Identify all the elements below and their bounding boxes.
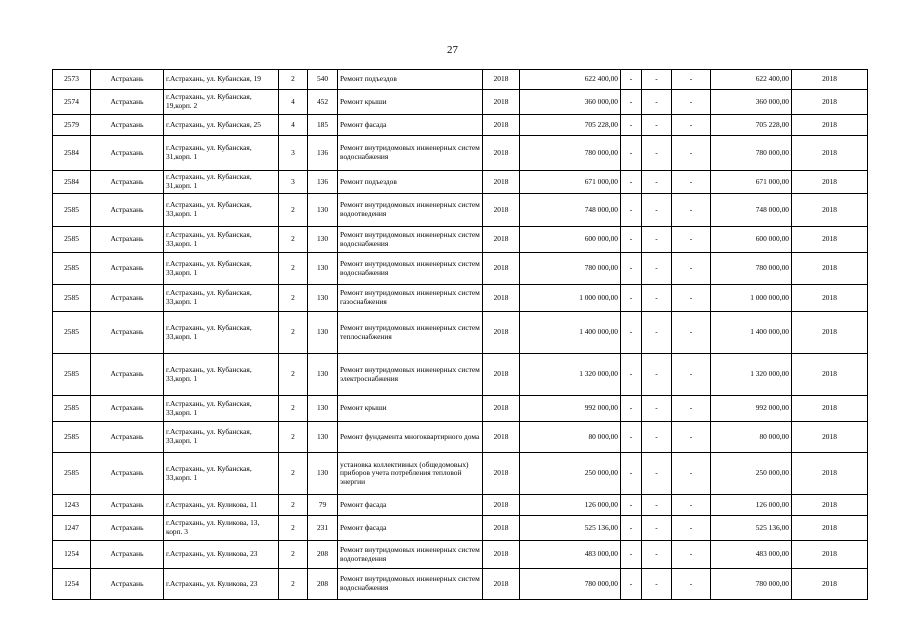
work-type-cell: установка коллективных (общедомовых) приборов учета потребления тепловой энергии bbox=[338, 453, 483, 495]
total-cost-cell: 1 320 000,00 bbox=[711, 354, 792, 396]
address-cell: г.Астрахань, ул. Кубанская, 33,корп. 1 bbox=[164, 453, 279, 495]
work-type-cell: Ремонт подъездов bbox=[338, 70, 483, 90]
year-cell: 2018 bbox=[483, 516, 520, 541]
completion-year-cell: 2018 bbox=[792, 422, 868, 453]
table-row bbox=[53, 541, 868, 569]
work-type-cell: Ремонт внутридомовых инженерных систем водоснабжения bbox=[338, 227, 483, 253]
work-type-cell: Ремонт внутридомовых инженерных систем теплоснабжения bbox=[338, 312, 483, 354]
area-cell: 79 bbox=[308, 495, 338, 516]
floors-cell: 2 bbox=[279, 541, 308, 569]
year-cell: 2018 bbox=[483, 453, 520, 495]
year-cell: 2018 bbox=[483, 569, 520, 600]
dash-cell-3: - bbox=[672, 541, 711, 569]
completion-year-cell: 2018 bbox=[792, 354, 868, 396]
dash-cell-2: - bbox=[642, 285, 672, 312]
address-cell: г.Астрахань, ул. Кубанская, 33,корп. 1 bbox=[164, 422, 279, 453]
total-cost-cell: 780 000,00 bbox=[711, 253, 792, 285]
completion-year-cell: 2018 bbox=[792, 312, 868, 354]
city-cell: Астрахань bbox=[91, 516, 164, 541]
table-row bbox=[53, 171, 868, 194]
cost-cell: 671 000,00 bbox=[520, 171, 621, 194]
row-id-cell: 1254 bbox=[53, 569, 91, 600]
dash-cell-2: - bbox=[642, 396, 672, 422]
dash-cell-1: - bbox=[621, 70, 642, 90]
total-cost-cell: 780 000,00 bbox=[711, 136, 792, 171]
address-cell: г.Астрахань, ул. Куликова, 23 bbox=[164, 569, 279, 600]
completion-year-cell: 2018 bbox=[792, 516, 868, 541]
dash-cell-1: - bbox=[621, 90, 642, 115]
table-row bbox=[53, 396, 868, 422]
work-type-cell: Ремонт внутридомовых инженерных систем водоснабжения bbox=[338, 136, 483, 171]
area-cell: 130 bbox=[308, 227, 338, 253]
dash-cell-1: - bbox=[621, 541, 642, 569]
address-cell: г.Астрахань, ул. Кубанская, 33,корп. 1 bbox=[164, 227, 279, 253]
completion-year-cell: 2018 bbox=[792, 285, 868, 312]
total-cost-cell: 992 000,00 bbox=[711, 396, 792, 422]
address-cell: г.Астрахань, ул. Кубанская, 33,корп. 1 bbox=[164, 285, 279, 312]
city-cell: Астрахань bbox=[91, 194, 164, 227]
city-cell: Астрахань bbox=[91, 453, 164, 495]
dash-cell-2: - bbox=[642, 115, 672, 136]
dash-cell-1: - bbox=[621, 453, 642, 495]
total-cost-cell: 671 000,00 bbox=[711, 171, 792, 194]
city-cell: Астрахань bbox=[91, 541, 164, 569]
dash-cell-2: - bbox=[642, 541, 672, 569]
table-row bbox=[53, 569, 868, 600]
address-cell: г.Астрахань, ул. Кубанская, 19 bbox=[164, 70, 279, 90]
year-cell: 2018 bbox=[483, 253, 520, 285]
dash-cell-1: - bbox=[621, 194, 642, 227]
dash-cell-2: - bbox=[642, 70, 672, 90]
dash-cell-3: - bbox=[672, 569, 711, 600]
total-cost-cell: 748 000,00 bbox=[711, 194, 792, 227]
total-cost-cell: 126 000,00 bbox=[711, 495, 792, 516]
area-cell: 130 bbox=[308, 285, 338, 312]
work-type-cell: Ремонт крыши bbox=[338, 90, 483, 115]
address-cell: г.Астрахань, ул. Кубанская, 33,корп. 1 bbox=[164, 396, 279, 422]
page-number: 27 bbox=[447, 44, 458, 56]
city-cell: Астрахань bbox=[91, 90, 164, 115]
dash-cell-2: - bbox=[642, 90, 672, 115]
work-type-cell: Ремонт крыши bbox=[338, 396, 483, 422]
address-cell: г.Астрахань, ул. Кубанская, 31,корп. 1 bbox=[164, 171, 279, 194]
dash-cell-3: - bbox=[672, 516, 711, 541]
year-cell: 2018 bbox=[483, 285, 520, 312]
row-id-cell: 2585 bbox=[53, 227, 91, 253]
table-row bbox=[53, 285, 868, 312]
row-id-cell: 2584 bbox=[53, 136, 91, 171]
dash-cell-3: - bbox=[672, 453, 711, 495]
year-cell: 2018 bbox=[483, 312, 520, 354]
dash-cell-3: - bbox=[672, 171, 711, 194]
completion-year-cell: 2018 bbox=[792, 90, 868, 115]
cost-cell: 1 400 000,00 bbox=[520, 312, 621, 354]
work-type-cell: Ремонт внутридомовых инженерных систем водоотведения bbox=[338, 541, 483, 569]
dash-cell-3: - bbox=[672, 354, 711, 396]
cost-cell: 992 000,00 bbox=[520, 396, 621, 422]
table-row bbox=[53, 136, 868, 171]
dash-cell-3: - bbox=[672, 495, 711, 516]
city-cell: Астрахань bbox=[91, 354, 164, 396]
row-id-cell: 2585 bbox=[53, 194, 91, 227]
work-type-cell: Ремонт фасада bbox=[338, 495, 483, 516]
floors-cell: 4 bbox=[279, 115, 308, 136]
work-type-cell: Ремонт подъездов bbox=[338, 171, 483, 194]
table-row bbox=[53, 90, 868, 115]
area-cell: 130 bbox=[308, 396, 338, 422]
dash-cell-3: - bbox=[672, 194, 711, 227]
table-row bbox=[53, 70, 868, 90]
completion-year-cell: 2018 bbox=[792, 541, 868, 569]
area-cell: 136 bbox=[308, 136, 338, 171]
cost-cell: 360 000,00 bbox=[520, 90, 621, 115]
floors-cell: 2 bbox=[279, 70, 308, 90]
dash-cell-2: - bbox=[642, 253, 672, 285]
address-cell: г.Астрахань, ул. Кубанская, 19,корп. 2 bbox=[164, 90, 279, 115]
floors-cell: 2 bbox=[279, 285, 308, 312]
year-cell: 2018 bbox=[483, 354, 520, 396]
dash-cell-1: - bbox=[621, 312, 642, 354]
year-cell: 2018 bbox=[483, 90, 520, 115]
dash-cell-3: - bbox=[672, 136, 711, 171]
total-cost-cell: 360 000,00 bbox=[711, 90, 792, 115]
area-cell: 185 bbox=[308, 115, 338, 136]
row-id-cell: 2584 bbox=[53, 171, 91, 194]
year-cell: 2018 bbox=[483, 171, 520, 194]
cost-cell: 80 000,00 bbox=[520, 422, 621, 453]
year-cell: 2018 bbox=[483, 495, 520, 516]
cost-cell: 525 136,00 bbox=[520, 516, 621, 541]
dash-cell-3: - bbox=[672, 115, 711, 136]
table-row bbox=[53, 516, 868, 541]
dash-cell-2: - bbox=[642, 171, 672, 194]
city-cell: Астрахань bbox=[91, 312, 164, 354]
address-cell: г.Астрахань, ул. Кубанская, 33,корп. 1 bbox=[164, 253, 279, 285]
floors-cell: 3 bbox=[279, 171, 308, 194]
table-row bbox=[53, 495, 868, 516]
cost-cell: 126 000,00 bbox=[520, 495, 621, 516]
area-cell: 130 bbox=[308, 253, 338, 285]
work-type-cell: Ремонт внутридомовых инженерных систем газоснабжения bbox=[338, 285, 483, 312]
address-cell: г.Астрахань, ул. Куликова, 13, корп. 3 bbox=[164, 516, 279, 541]
work-type-cell: Ремонт фундамента многоквартирного дома bbox=[338, 422, 483, 453]
dash-cell-1: - bbox=[621, 516, 642, 541]
floors-cell: 2 bbox=[279, 453, 308, 495]
address-cell: г.Астрахань, ул. Кубанская, 25 bbox=[164, 115, 279, 136]
floors-cell: 2 bbox=[279, 253, 308, 285]
row-id-cell: 2585 bbox=[53, 396, 91, 422]
address-cell: г.Астрахань, ул. Кубанская, 33,корп. 1 bbox=[164, 194, 279, 227]
cost-cell: 1 320 000,00 bbox=[520, 354, 621, 396]
year-cell: 2018 bbox=[483, 541, 520, 569]
dash-cell-2: - bbox=[642, 136, 672, 171]
completion-year-cell: 2018 bbox=[792, 136, 868, 171]
cost-cell: 780 000,00 bbox=[520, 253, 621, 285]
city-cell: Астрахань bbox=[91, 136, 164, 171]
area-cell: 208 bbox=[308, 541, 338, 569]
dash-cell-1: - bbox=[621, 285, 642, 312]
floors-cell: 2 bbox=[279, 569, 308, 600]
row-id-cell: 2585 bbox=[53, 285, 91, 312]
area-cell: 130 bbox=[308, 194, 338, 227]
area-cell: 208 bbox=[308, 569, 338, 600]
table-row bbox=[53, 354, 868, 396]
area-cell: 130 bbox=[308, 354, 338, 396]
dash-cell-3: - bbox=[672, 312, 711, 354]
floors-cell: 2 bbox=[279, 516, 308, 541]
dash-cell-1: - bbox=[621, 136, 642, 171]
floors-cell: 4 bbox=[279, 90, 308, 115]
completion-year-cell: 2018 bbox=[792, 115, 868, 136]
area-cell: 130 bbox=[308, 312, 338, 354]
city-cell: Астрахань bbox=[91, 171, 164, 194]
address-cell: г.Астрахань, ул. Куликова, 23 bbox=[164, 541, 279, 569]
city-cell: Астрахань bbox=[91, 285, 164, 312]
table-row bbox=[53, 253, 868, 285]
cost-cell: 1 000 000,00 bbox=[520, 285, 621, 312]
area-cell: 540 bbox=[308, 70, 338, 90]
completion-year-cell: 2018 bbox=[792, 495, 868, 516]
floors-cell: 2 bbox=[279, 495, 308, 516]
row-id-cell: 2585 bbox=[53, 422, 91, 453]
dash-cell-2: - bbox=[642, 516, 672, 541]
dash-cell-1: - bbox=[621, 396, 642, 422]
city-cell: Астрахань bbox=[91, 253, 164, 285]
dash-cell-3: - bbox=[672, 396, 711, 422]
dash-cell-2: - bbox=[642, 453, 672, 495]
dash-cell-1: - bbox=[621, 495, 642, 516]
cost-cell: 483 000,00 bbox=[520, 541, 621, 569]
area-cell: 130 bbox=[308, 453, 338, 495]
floors-cell: 3 bbox=[279, 136, 308, 171]
cost-cell: 780 000,00 bbox=[520, 136, 621, 171]
city-cell: Астрахань bbox=[91, 227, 164, 253]
address-cell: г.Астрахань, ул. Кубанская, 33,корп. 1 bbox=[164, 312, 279, 354]
total-cost-cell: 1 000 000,00 bbox=[711, 285, 792, 312]
total-cost-cell: 250 000,00 bbox=[711, 453, 792, 495]
dash-cell-2: - bbox=[642, 354, 672, 396]
year-cell: 2018 bbox=[483, 70, 520, 90]
total-cost-cell: 525 136,00 bbox=[711, 516, 792, 541]
dash-cell-3: - bbox=[672, 285, 711, 312]
address-cell: г.Астрахань, ул. Кубанская, 31,корп. 1 bbox=[164, 136, 279, 171]
dash-cell-1: - bbox=[621, 354, 642, 396]
repair-schedule-table bbox=[52, 69, 868, 600]
row-id-cell: 2574 bbox=[53, 90, 91, 115]
total-cost-cell: 622 400,00 bbox=[711, 70, 792, 90]
year-cell: 2018 bbox=[483, 194, 520, 227]
table-body bbox=[53, 70, 868, 600]
work-type-cell: Ремонт фасада bbox=[338, 516, 483, 541]
work-type-cell: Ремонт внутридомовых инженерных систем водоснабжения bbox=[338, 569, 483, 600]
row-id-cell: 2585 bbox=[53, 453, 91, 495]
dash-cell-2: - bbox=[642, 495, 672, 516]
dash-cell-1: - bbox=[621, 227, 642, 253]
completion-year-cell: 2018 bbox=[792, 70, 868, 90]
floors-cell: 2 bbox=[279, 422, 308, 453]
table-row bbox=[53, 312, 868, 354]
row-id-cell: 1254 bbox=[53, 541, 91, 569]
row-id-cell: 1243 bbox=[53, 495, 91, 516]
cost-cell: 705 228,00 bbox=[520, 115, 621, 136]
dash-cell-2: - bbox=[642, 227, 672, 253]
floors-cell: 2 bbox=[279, 194, 308, 227]
floors-cell: 2 bbox=[279, 354, 308, 396]
work-type-cell: Ремонт внутридомовых инженерных систем водоотведения bbox=[338, 194, 483, 227]
table-row bbox=[53, 115, 868, 136]
dash-cell-3: - bbox=[672, 90, 711, 115]
table-row bbox=[53, 422, 868, 453]
cost-cell: 600 000,00 bbox=[520, 227, 621, 253]
completion-year-cell: 2018 bbox=[792, 396, 868, 422]
cost-cell: 250 000,00 bbox=[520, 453, 621, 495]
floors-cell: 2 bbox=[279, 312, 308, 354]
completion-year-cell: 2018 bbox=[792, 569, 868, 600]
total-cost-cell: 600 000,00 bbox=[711, 227, 792, 253]
table-row bbox=[53, 227, 868, 253]
total-cost-cell: 780 000,00 bbox=[711, 569, 792, 600]
address-cell: г.Астрахань, ул. Кубанская, 33,корп. 1 bbox=[164, 354, 279, 396]
work-type-cell: Ремонт внутридомовых инженерных систем водоснабжения bbox=[338, 253, 483, 285]
dash-cell-2: - bbox=[642, 422, 672, 453]
completion-year-cell: 2018 bbox=[792, 227, 868, 253]
work-type-cell: Ремонт фасада bbox=[338, 115, 483, 136]
year-cell: 2018 bbox=[483, 136, 520, 171]
row-id-cell: 2585 bbox=[53, 253, 91, 285]
row-id-cell: 1247 bbox=[53, 516, 91, 541]
city-cell: Астрахань bbox=[91, 115, 164, 136]
total-cost-cell: 705 228,00 bbox=[711, 115, 792, 136]
city-cell: Астрахань bbox=[91, 396, 164, 422]
table-row bbox=[53, 194, 868, 227]
row-id-cell: 2585 bbox=[53, 312, 91, 354]
dash-cell-3: - bbox=[672, 253, 711, 285]
completion-year-cell: 2018 bbox=[792, 194, 868, 227]
year-cell: 2018 bbox=[483, 115, 520, 136]
city-cell: Астрахань bbox=[91, 569, 164, 600]
floors-cell: 2 bbox=[279, 396, 308, 422]
row-id-cell: 2573 bbox=[53, 70, 91, 90]
dash-cell-1: - bbox=[621, 115, 642, 136]
area-cell: 136 bbox=[308, 171, 338, 194]
completion-year-cell: 2018 bbox=[792, 171, 868, 194]
cost-cell: 622 400,00 bbox=[520, 70, 621, 90]
city-cell: Астрахань bbox=[91, 422, 164, 453]
row-id-cell: 2579 bbox=[53, 115, 91, 136]
total-cost-cell: 1 400 000,00 bbox=[711, 312, 792, 354]
address-cell: г.Астрахань, ул. Куликова, 11 bbox=[164, 495, 279, 516]
total-cost-cell: 483 000,00 bbox=[711, 541, 792, 569]
dash-cell-3: - bbox=[672, 70, 711, 90]
dash-cell-1: - bbox=[621, 171, 642, 194]
total-cost-cell: 80 000,00 bbox=[711, 422, 792, 453]
city-cell: Астрахань bbox=[91, 495, 164, 516]
dash-cell-3: - bbox=[672, 422, 711, 453]
year-cell: 2018 bbox=[483, 396, 520, 422]
area-cell: 452 bbox=[308, 90, 338, 115]
dash-cell-1: - bbox=[621, 253, 642, 285]
area-cell: 231 bbox=[308, 516, 338, 541]
area-cell: 130 bbox=[308, 422, 338, 453]
cost-cell: 780 000,00 bbox=[520, 569, 621, 600]
city-cell: Астрахань bbox=[91, 70, 164, 90]
row-id-cell: 2585 bbox=[53, 354, 91, 396]
dash-cell-2: - bbox=[642, 194, 672, 227]
cost-cell: 748 000,00 bbox=[520, 194, 621, 227]
year-cell: 2018 bbox=[483, 227, 520, 253]
dash-cell-1: - bbox=[621, 569, 642, 600]
dash-cell-3: - bbox=[672, 227, 711, 253]
floors-cell: 2 bbox=[279, 227, 308, 253]
dash-cell-2: - bbox=[642, 312, 672, 354]
work-type-cell: Ремонт внутридомовых инженерных систем электроснабжения bbox=[338, 354, 483, 396]
year-cell: 2018 bbox=[483, 422, 520, 453]
completion-year-cell: 2018 bbox=[792, 453, 868, 495]
table-row bbox=[53, 453, 868, 495]
dash-cell-1: - bbox=[621, 422, 642, 453]
completion-year-cell: 2018 bbox=[792, 253, 868, 285]
dash-cell-2: - bbox=[642, 569, 672, 600]
